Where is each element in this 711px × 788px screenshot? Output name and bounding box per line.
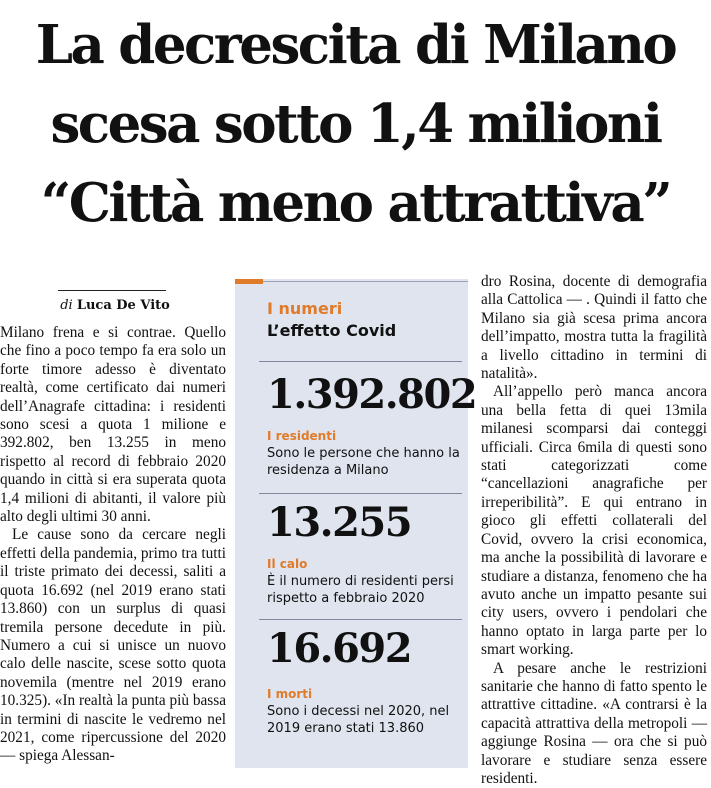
byline xyxy=(0,298,230,313)
headline-line-3: “Città meno attrattiva” xyxy=(40,172,671,234)
stat-value: 1.392.802 xyxy=(267,371,477,418)
box-accent-bar xyxy=(235,279,263,284)
stat-value: 16.692 xyxy=(267,625,412,672)
stat-label: I residenti xyxy=(267,429,337,443)
stat-value: 13.255 xyxy=(267,499,412,546)
byline-author: Luca De Vito xyxy=(76,298,170,313)
article-column-right xyxy=(481,273,707,788)
box-title: L’effetto Covid xyxy=(267,321,397,340)
stat-description: Sono le persone che hanno la residenza a Milano xyxy=(267,446,460,478)
article-paragraph: dro Rosina, docente di demografia alla Cattolica — . Quindi il fatto che Milano sia già scesa prima ancora dell’impatto, mostra tutta la fragilità a livello cittadino in termini di natalità». xyxy=(481,273,707,383)
byline-prefix: di xyxy=(60,298,73,313)
headline-line-1: La decrescita di Milano xyxy=(35,14,676,76)
box-divider xyxy=(259,493,462,494)
stat-description: Sono i decessi nel 2020, nel 2019 erano stati 13.860 xyxy=(267,704,450,736)
article-paragraph: A pesare anche le restrizioni sanitarie che hanno di fatto spento le attrattive cittadine. «A contrarsi è la capacità attrattiva della metropoli — aggiunge Rosina — ora che si può lavorare e studiare senza essere residenti. xyxy=(481,659,707,787)
article-paragraph: Milano frena e si contrae. Quello che fino a poco tempo fa era solo un forte timore adesso è diventato realtà, come certificato dai numeri dell’Anagrafe cittadina: i residenti sono scesi a quota 1 milione e 392.802, ben 13.255 in meno rispetto al record di febbraio 2020 quando in città si era superata quota 1,4 milioni di abitanti, il valore più alto degli ultimi 30 anni. xyxy=(0,324,226,526)
stats-box xyxy=(235,279,477,768)
headline-line-2: scesa sotto 1,4 milioni xyxy=(50,93,661,155)
stat-label: Il calo xyxy=(267,557,308,571)
box-top-rule xyxy=(263,281,468,282)
stat-description: È il numero di residenti persi rispetto a febbraio 2020 xyxy=(267,574,454,606)
box-divider xyxy=(259,361,462,362)
box-kicker: I numeri xyxy=(267,299,343,318)
box-divider xyxy=(259,619,462,620)
article-paragraph: All’appello però manca ancora una bella fetta di quei 13mila milanesi scomparsi dai conteggi ufficiali. Circa 6mila di questi sono stati categorizzati come “cancellazioni anagrafiche per irreperibilità”. E qui entrano in gioco gli effetti collaterali del Covid, ovvero la crisi economica, ma anche la possibilità di lavorare e studiare a distanza, fenomeno che ha avuto anche un impatto pesante sui city users, ovvero i pendolari che hanno optato in larga parte per lo smart working. xyxy=(481,383,707,659)
byline-rule xyxy=(58,290,166,291)
headline xyxy=(0,6,711,243)
article-column-left xyxy=(0,324,226,766)
stat-label: I morti xyxy=(267,687,313,701)
article-paragraph: Le cause sono da cercare negli effetti della pandemia, primo tra tutti il triste primato dei decessi, saliti a quota 16.692 (nel 2019 erano stati 13.860) con un surplus di quasi tremila persone decedute in più. Numero a cui si unisce un nuovo calo delle nascite, scese sotto quota novemila (mentre nel 2019 erano 10.325). «In realtà la punta più bassa in termini di nascite le vedremo nel 2021, come ripercussione del 2020 — spiega Alessan- xyxy=(0,526,226,765)
